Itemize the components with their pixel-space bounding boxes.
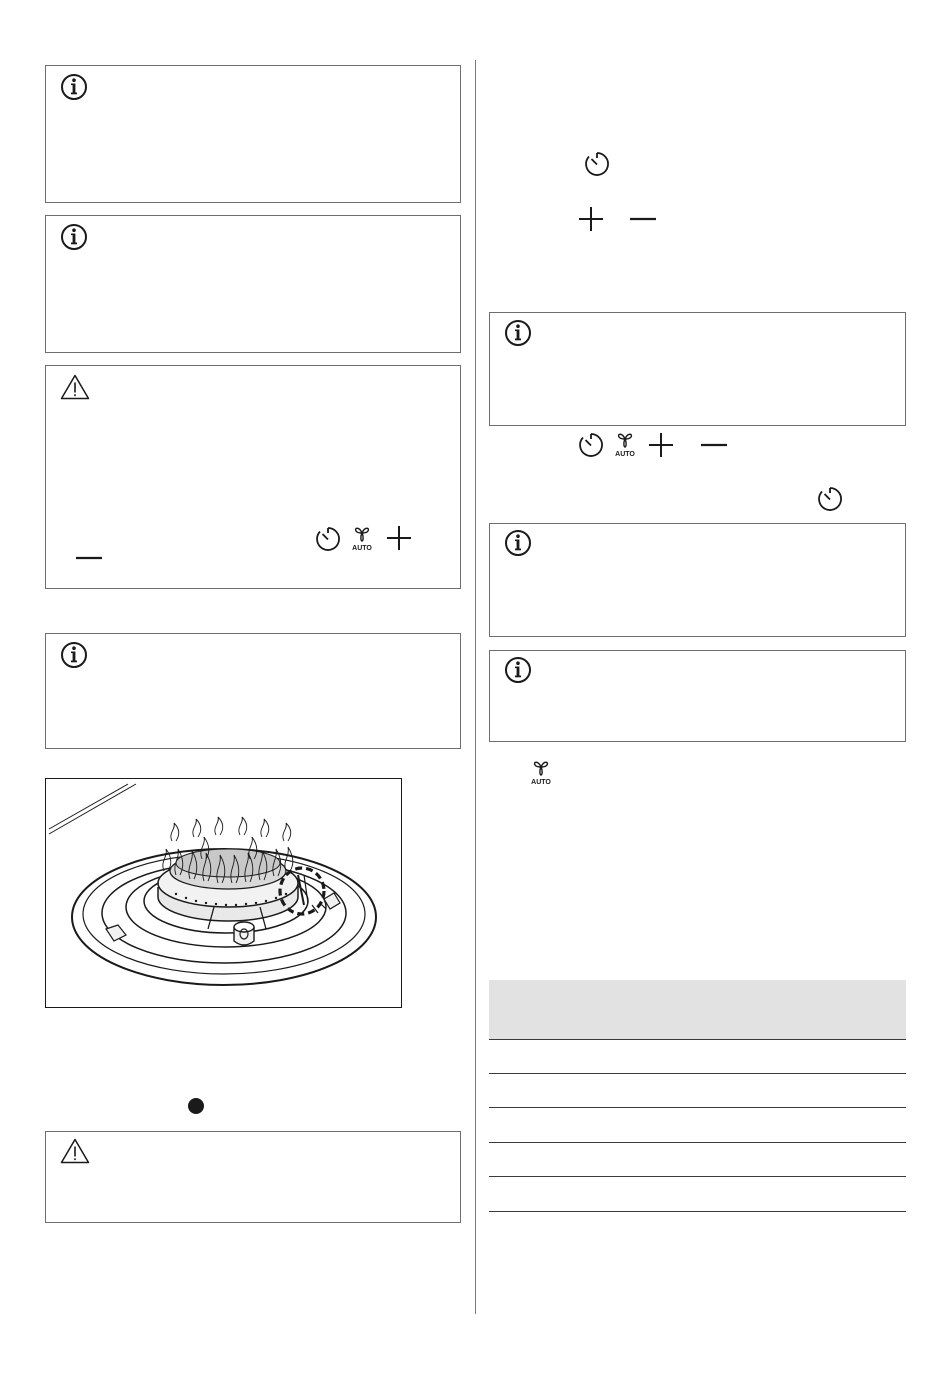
minus-icon — [630, 217, 656, 221]
table-row-divider — [489, 1176, 906, 1177]
table-row-divider — [489, 1211, 906, 1212]
icon-separator — [342, 536, 348, 542]
timer-icon — [583, 150, 611, 178]
info-note-box — [489, 523, 906, 637]
timer-icon — [314, 525, 342, 553]
warning-box — [45, 1131, 461, 1223]
plus-icon — [578, 206, 604, 232]
table-header — [489, 980, 906, 1039]
plus-icon — [648, 432, 674, 458]
warning-icon — [60, 374, 90, 400]
timer-icon — [816, 485, 844, 513]
minus-icon — [76, 556, 102, 560]
info-icon — [503, 318, 533, 348]
info-note-box — [45, 65, 461, 203]
info-icon — [503, 655, 533, 685]
fan-auto-icon — [613, 430, 637, 458]
auto-label: AUTO — [352, 545, 372, 552]
column-divider — [475, 60, 476, 1314]
fan-auto-icon — [350, 524, 374, 552]
info-note-box — [45, 633, 461, 749]
info-note-box — [45, 215, 461, 353]
fan-auto-icon — [529, 758, 553, 786]
warning-box — [45, 365, 461, 589]
auto-label: AUTO — [615, 451, 635, 458]
info-note-box — [489, 650, 906, 742]
info-note-box — [489, 312, 906, 426]
table-row-divider — [489, 1039, 906, 1040]
auto-label: AUTO — [531, 779, 551, 786]
table-row-divider — [489, 1107, 906, 1108]
burner-illustration — [45, 778, 402, 1008]
table-row-divider — [489, 1142, 906, 1143]
plus-icon — [386, 525, 412, 551]
info-icon — [59, 72, 89, 102]
info-icon — [59, 640, 89, 670]
info-icon — [503, 528, 533, 558]
filled-dot-icon — [188, 1098, 204, 1114]
info-icon — [59, 222, 89, 252]
gas-burner-drawing — [46, 779, 401, 1007]
warning-icon — [60, 1138, 90, 1164]
table-row-divider — [489, 1073, 906, 1074]
minus-icon — [701, 443, 727, 447]
timer-icon — [577, 431, 605, 459]
